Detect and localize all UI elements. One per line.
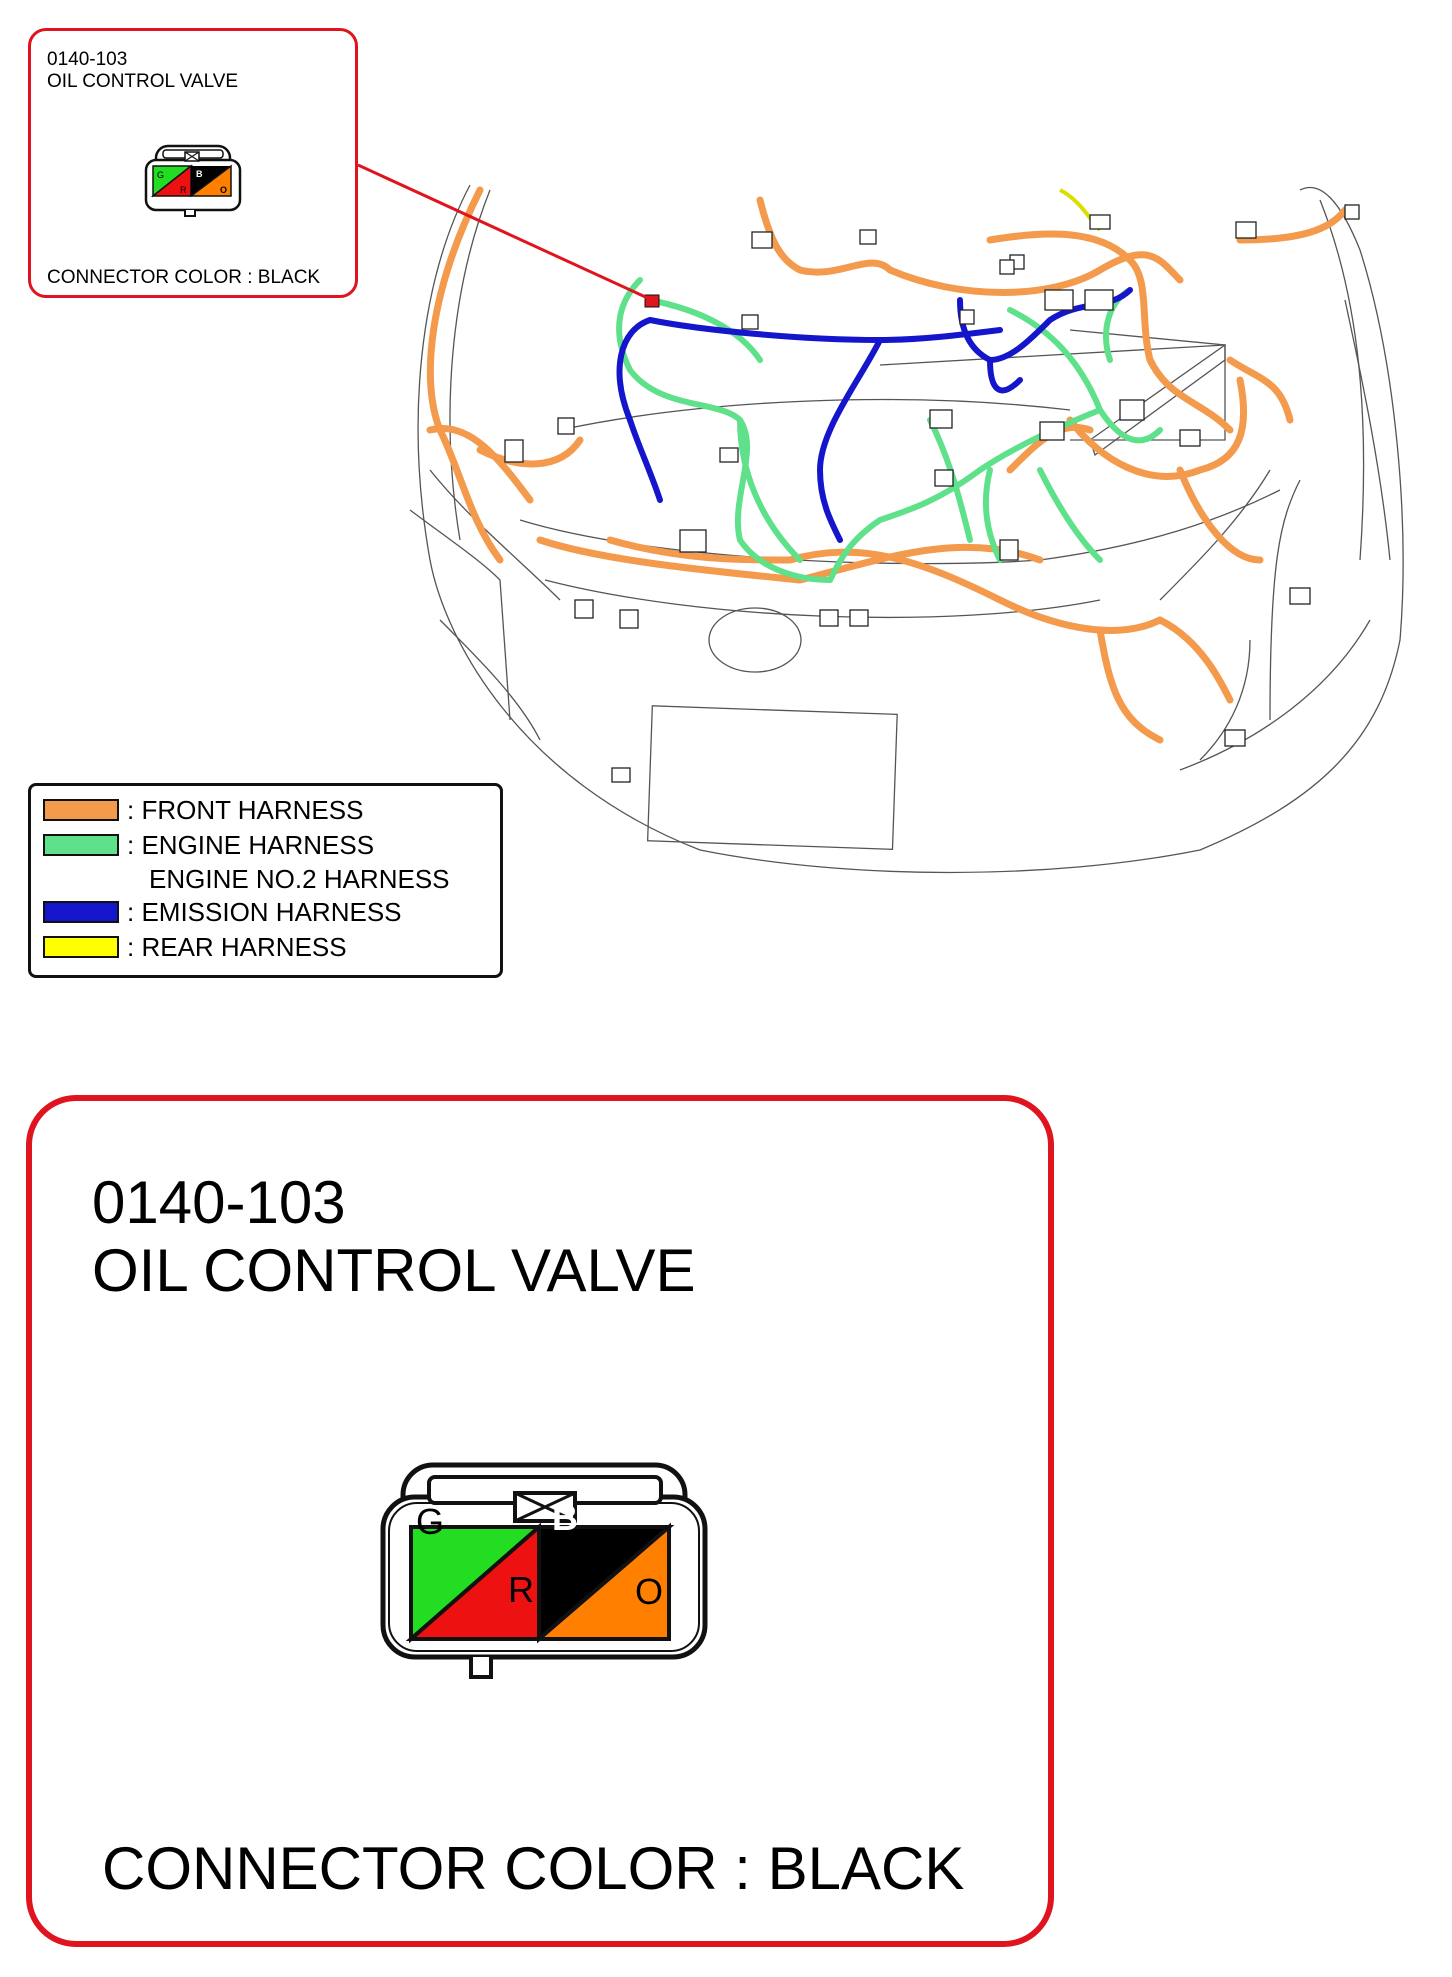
legend-item-engine-harness xyxy=(43,831,374,859)
front-harness-wires xyxy=(430,190,1345,740)
connector-code-heading: 0140-103 xyxy=(92,1169,346,1236)
connector-face-icon-small xyxy=(143,144,243,220)
connector-code-label: 0140-103 xyxy=(47,49,128,70)
front-harness-swatch xyxy=(43,799,119,821)
connector-color-label: CONNECTOR COLOR : BLACK xyxy=(47,267,321,288)
legend-label: : REAR HARNESS xyxy=(127,931,347,962)
svg-text:G: G xyxy=(157,170,165,180)
pin-label-b: B xyxy=(552,1497,578,1538)
oil-control-valve-location-marker xyxy=(645,295,659,307)
large-connector-callout xyxy=(26,1095,1054,1947)
connector-name-heading: OIL CONTROL VALVE xyxy=(92,1237,696,1304)
harness-legend xyxy=(28,783,503,978)
legend-item-rear-harness xyxy=(43,933,347,961)
legend-label: : EMISSION HARNESS xyxy=(127,896,402,927)
legend-item-front-harness xyxy=(43,796,363,824)
svg-text:R: R xyxy=(180,185,187,195)
small-connector-callout xyxy=(28,28,358,298)
emission-harness-wires xyxy=(620,290,1130,540)
legend-item-emission-harness xyxy=(43,898,402,926)
engine-bay-harness-drawing xyxy=(360,170,1450,890)
pin-label-o: O xyxy=(635,1571,664,1612)
connector-name-label: OIL CONTROL VALVE xyxy=(47,71,239,92)
engine-harness-swatch xyxy=(43,834,119,856)
legend-label: : FRONT HARNESS xyxy=(127,794,364,825)
svg-text:O: O xyxy=(220,185,228,195)
pin-label-r: R xyxy=(508,1569,534,1610)
car-body-outline xyxy=(410,185,1403,873)
pin-label-g: G xyxy=(416,1501,445,1542)
svg-text:B: B xyxy=(196,169,203,179)
rear-harness-swatch xyxy=(43,936,119,958)
legend-label: : ENGINE HARNESS xyxy=(127,829,375,860)
emission-harness-swatch xyxy=(43,901,119,923)
legend-sublabel: ENGINE NO.2 HARNESS xyxy=(149,864,450,894)
connector-color-heading: CONNECTOR COLOR : BLACK xyxy=(102,1835,965,1902)
